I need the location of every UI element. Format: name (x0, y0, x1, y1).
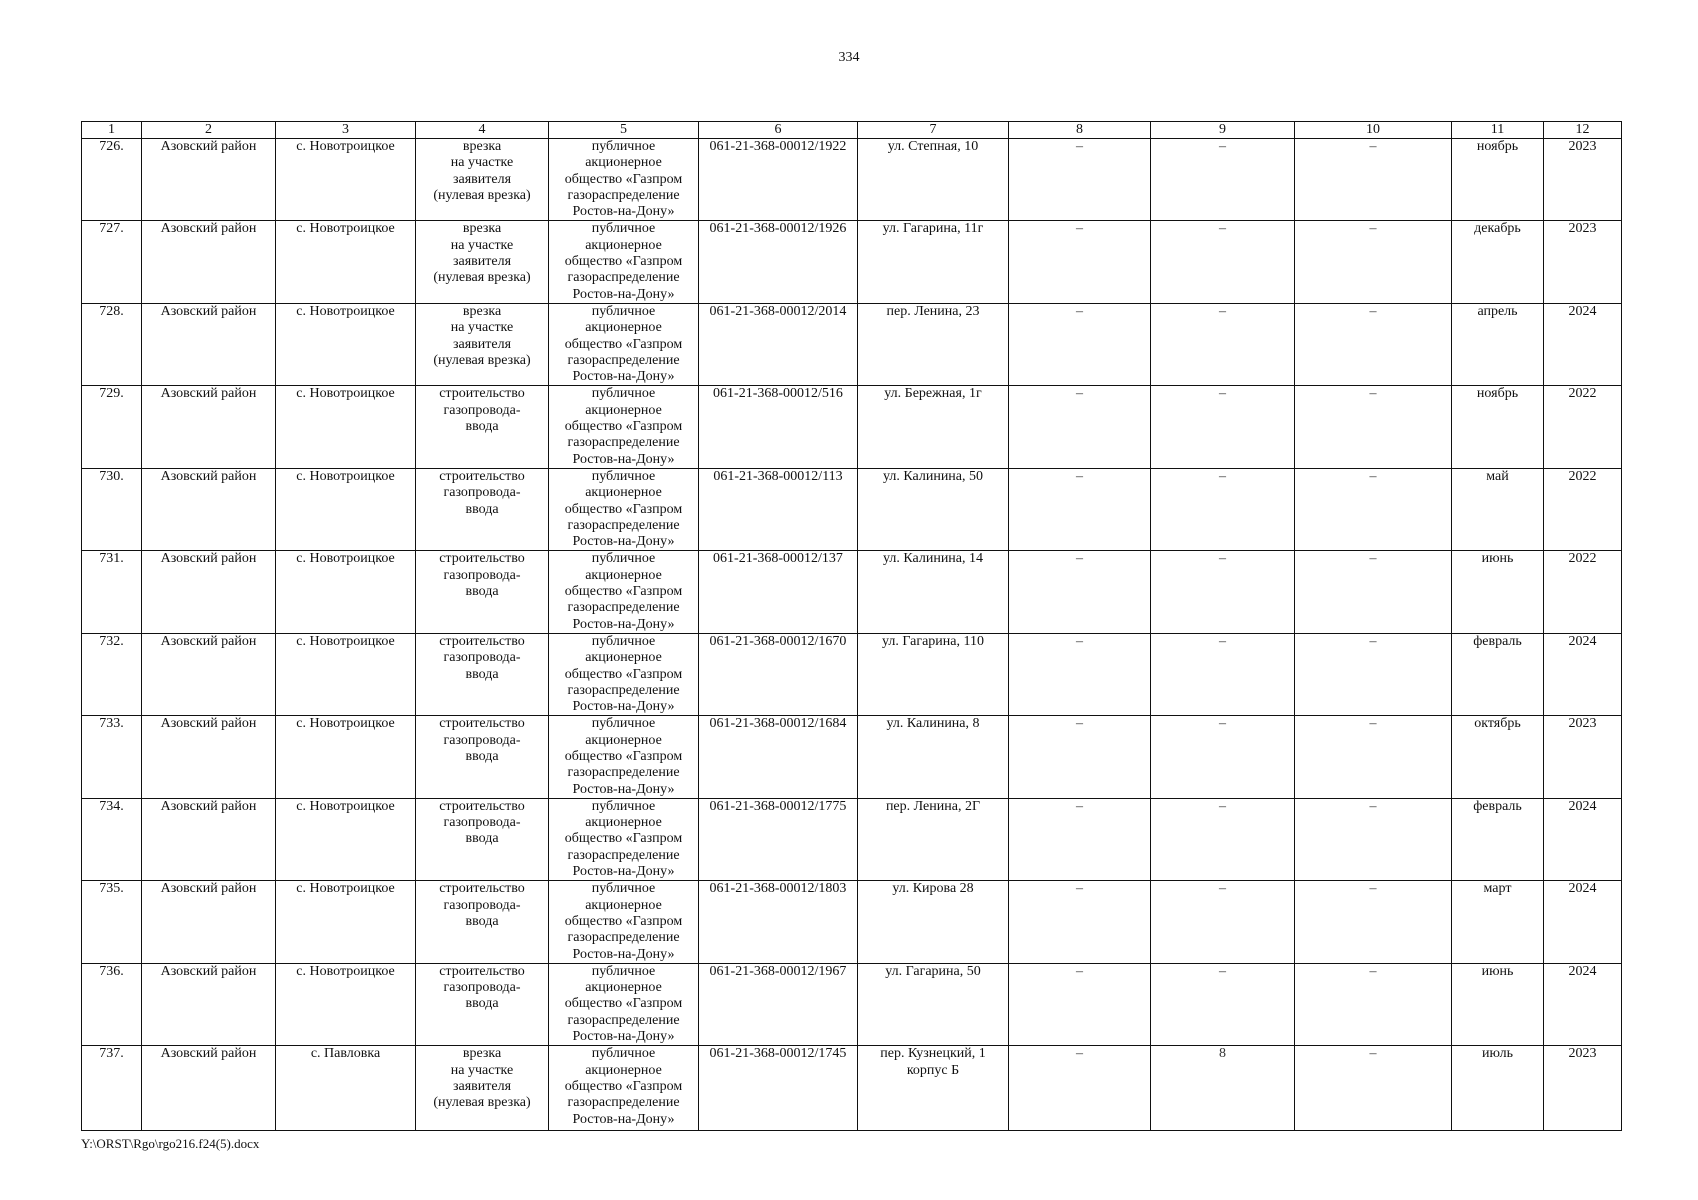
page-number: 334 (838, 50, 860, 65)
table-row (82, 551, 1622, 633)
cell-district: Азовский район (142, 303, 276, 385)
cell-organization: публичное акционерное общество «Газпром газораспределение Ростов-на-Дону» (549, 139, 699, 221)
cell-application-number: 061-21-368-00012/113 (699, 468, 858, 550)
register-table (81, 121, 1622, 1131)
cell-work-type: строительство газопровода- ввода (416, 716, 549, 798)
cell-row-number: 733. (82, 716, 142, 798)
cell-settlement: с. Новотроицкое (276, 881, 416, 963)
cell-month: март (1452, 881, 1544, 963)
cell-col-10: – (1295, 468, 1452, 550)
cell-col-10: – (1295, 139, 1452, 221)
cell-col-10: – (1295, 963, 1452, 1045)
cell-work-type: строительство газопровода- ввода (416, 881, 549, 963)
cell-col-9: – (1151, 139, 1295, 221)
table-row (82, 468, 1622, 550)
cell-col-8: – (1009, 1046, 1151, 1131)
cell-col-8: – (1009, 221, 1151, 303)
cell-organization: публичное акционерное общество «Газпром газораспределение Ростов-на-Дону» (549, 303, 699, 385)
cell-col-9: – (1151, 633, 1295, 715)
table-row (82, 303, 1622, 385)
cell-settlement: с. Новотроицкое (276, 468, 416, 550)
table-row (82, 386, 1622, 468)
cell-col-10: – (1295, 633, 1452, 715)
cell-district: Азовский район (142, 798, 276, 880)
cell-year: 2024 (1544, 633, 1622, 715)
column-header: 5 (549, 122, 699, 139)
cell-col-9: – (1151, 303, 1295, 385)
cell-district: Азовский район (142, 963, 276, 1045)
cell-year: 2022 (1544, 551, 1622, 633)
cell-district: Азовский район (142, 468, 276, 550)
header-row (82, 122, 1622, 139)
cell-row-number: 728. (82, 303, 142, 385)
cell-month: декабрь (1452, 221, 1544, 303)
cell-row-number: 735. (82, 881, 142, 963)
cell-col-10: – (1295, 1046, 1452, 1131)
cell-application-number: 061-21-368-00012/1967 (699, 963, 858, 1045)
file-path-footer: Y:\ORST\Rgo\rgo216.f24(5).docx (81, 1136, 260, 1151)
table-row (82, 633, 1622, 715)
cell-month: май (1452, 468, 1544, 550)
cell-district: Азовский район (142, 881, 276, 963)
cell-organization: публичное акционерное общество «Газпром газораспределение Ростов-на-Дону» (549, 221, 699, 303)
cell-district: Азовский район (142, 716, 276, 798)
cell-work-type: строительство газопровода- ввода (416, 551, 549, 633)
cell-address: ул. Гагарина, 110 (858, 633, 1009, 715)
column-header: 2 (142, 122, 276, 139)
cell-month: февраль (1452, 633, 1544, 715)
cell-address: ул. Калинина, 50 (858, 468, 1009, 550)
cell-application-number: 061-21-368-00012/1926 (699, 221, 858, 303)
cell-col-9: 8 (1151, 1046, 1295, 1131)
cell-year: 2024 (1544, 303, 1622, 385)
cell-application-number: 061-21-368-00012/1775 (699, 798, 858, 880)
cell-col-8: – (1009, 551, 1151, 633)
cell-application-number: 061-21-368-00012/137 (699, 551, 858, 633)
cell-row-number: 737. (82, 1046, 142, 1131)
cell-settlement: с. Новотроицкое (276, 963, 416, 1045)
column-header: 6 (699, 122, 858, 139)
cell-year: 2023 (1544, 1046, 1622, 1131)
cell-col-8: – (1009, 139, 1151, 221)
table-row (82, 881, 1622, 963)
table-row (82, 798, 1622, 880)
cell-work-type: врезка на участке заявителя (нулевая врезка) (416, 1046, 549, 1131)
cell-application-number: 061-21-368-00012/1922 (699, 139, 858, 221)
cell-application-number: 061-21-368-00012/2014 (699, 303, 858, 385)
cell-year: 2024 (1544, 963, 1622, 1045)
cell-organization: публичное акционерное общество «Газпром газораспределение Ростов-на-Дону» (549, 716, 699, 798)
cell-settlement: с. Новотроицкое (276, 798, 416, 880)
cell-settlement: с. Новотроицкое (276, 303, 416, 385)
table-header (82, 122, 1622, 139)
cell-col-9: – (1151, 716, 1295, 798)
cell-application-number: 061-21-368-00012/1745 (699, 1046, 858, 1131)
column-header: 1 (82, 122, 142, 139)
cell-row-number: 726. (82, 139, 142, 221)
cell-col-8: – (1009, 798, 1151, 880)
cell-col-8: – (1009, 303, 1151, 385)
column-header: 3 (276, 122, 416, 139)
cell-row-number: 730. (82, 468, 142, 550)
table-body (82, 139, 1622, 1131)
column-header: 11 (1452, 122, 1544, 139)
cell-row-number: 729. (82, 386, 142, 468)
column-header: 8 (1009, 122, 1151, 139)
cell-year: 2023 (1544, 139, 1622, 221)
cell-application-number: 061-21-368-00012/516 (699, 386, 858, 468)
cell-address: ул. Степная, 10 (858, 139, 1009, 221)
cell-row-number: 732. (82, 633, 142, 715)
cell-address: ул. Гагарина, 11г (858, 221, 1009, 303)
cell-col-9: – (1151, 963, 1295, 1045)
cell-organization: публичное акционерное общество «Газпром газораспределение Ростов-на-Дону» (549, 468, 699, 550)
cell-month: июнь (1452, 551, 1544, 633)
cell-district: Азовский район (142, 221, 276, 303)
cell-year: 2022 (1544, 468, 1622, 550)
cell-row-number: 731. (82, 551, 142, 633)
cell-address: пер. Ленина, 23 (858, 303, 1009, 385)
cell-work-type: врезка на участке заявителя (нулевая врезка) (416, 139, 549, 221)
cell-col-8: – (1009, 716, 1151, 798)
column-header: 4 (416, 122, 549, 139)
cell-address: пер. Ленина, 2Г (858, 798, 1009, 880)
cell-address: ул. Кирова 28 (858, 881, 1009, 963)
column-header: 10 (1295, 122, 1452, 139)
table-row (82, 221, 1622, 303)
cell-settlement: с. Новотроицкое (276, 633, 416, 715)
cell-row-number: 736. (82, 963, 142, 1045)
cell-col-8: – (1009, 468, 1151, 550)
cell-col-9: – (1151, 386, 1295, 468)
cell-work-type: строительство газопровода- ввода (416, 963, 549, 1045)
cell-work-type: строительство газопровода- ввода (416, 386, 549, 468)
cell-year: 2023 (1544, 221, 1622, 303)
cell-col-9: – (1151, 798, 1295, 880)
cell-district: Азовский район (142, 139, 276, 221)
cell-month: ноябрь (1452, 386, 1544, 468)
cell-col-10: – (1295, 881, 1452, 963)
cell-work-type: строительство газопровода- ввода (416, 633, 549, 715)
cell-address: ул. Калинина, 14 (858, 551, 1009, 633)
cell-application-number: 061-21-368-00012/1684 (699, 716, 858, 798)
cell-month: ноябрь (1452, 139, 1544, 221)
cell-district: Азовский район (142, 551, 276, 633)
cell-year: 2022 (1544, 386, 1622, 468)
cell-month: июль (1452, 1046, 1544, 1131)
cell-year: 2024 (1544, 881, 1622, 963)
cell-address: пер. Кузнецкий, 1 корпус Б (858, 1046, 1009, 1131)
cell-month: июнь (1452, 963, 1544, 1045)
cell-district: Азовский район (142, 1046, 276, 1131)
cell-month: апрель (1452, 303, 1544, 385)
cell-organization: публичное акционерное общество «Газпром газораспределение Ростов-на-Дону» (549, 881, 699, 963)
column-header: 12 (1544, 122, 1622, 139)
column-header: 9 (1151, 122, 1295, 139)
cell-work-type: врезка на участке заявителя (нулевая врезка) (416, 221, 549, 303)
cell-year: 2023 (1544, 716, 1622, 798)
cell-settlement: с. Новотроицкое (276, 551, 416, 633)
cell-month: февраль (1452, 798, 1544, 880)
cell-application-number: 061-21-368-00012/1803 (699, 881, 858, 963)
cell-settlement: с. Павловка (276, 1046, 416, 1131)
cell-settlement: с. Новотроицкое (276, 716, 416, 798)
cell-address: ул. Гагарина, 50 (858, 963, 1009, 1045)
cell-district: Азовский район (142, 633, 276, 715)
cell-address: ул. Калинина, 8 (858, 716, 1009, 798)
cell-col-9: – (1151, 221, 1295, 303)
cell-col-8: – (1009, 963, 1151, 1045)
table-row (82, 1046, 1622, 1131)
cell-settlement: с. Новотроицкое (276, 221, 416, 303)
cell-organization: публичное акционерное общество «Газпром газораспределение Ростов-на-Дону» (549, 798, 699, 880)
cell-col-10: – (1295, 386, 1452, 468)
cell-address: ул. Бережная, 1г (858, 386, 1009, 468)
cell-col-10: – (1295, 716, 1452, 798)
cell-col-8: – (1009, 633, 1151, 715)
cell-col-9: – (1151, 881, 1295, 963)
cell-organization: публичное акционерное общество «Газпром газораспределение Ростов-на-Дону» (549, 633, 699, 715)
cell-organization: публичное акционерное общество «Газпром газораспределение Ростов-на-Дону» (549, 963, 699, 1045)
cell-organization: публичное акционерное общество «Газпром газораспределение Ростов-на-Дону» (549, 386, 699, 468)
cell-row-number: 734. (82, 798, 142, 880)
cell-organization: публичное акционерное общество «Газпром газораспределение Ростов-на-Дону» (549, 1046, 699, 1131)
table-row (82, 963, 1622, 1045)
cell-col-10: – (1295, 551, 1452, 633)
cell-settlement: с. Новотроицкое (276, 139, 416, 221)
cell-application-number: 061-21-368-00012/1670 (699, 633, 858, 715)
cell-year: 2024 (1544, 798, 1622, 880)
cell-col-8: – (1009, 881, 1151, 963)
cell-col-10: – (1295, 303, 1452, 385)
table-row (82, 139, 1622, 221)
cell-work-type: врезка на участке заявителя (нулевая врезка) (416, 303, 549, 385)
cell-col-9: – (1151, 468, 1295, 550)
cell-work-type: строительство газопровода- ввода (416, 468, 549, 550)
cell-organization: публичное акционерное общество «Газпром газораспределение Ростов-на-Дону» (549, 551, 699, 633)
cell-month: октябрь (1452, 716, 1544, 798)
cell-district: Азовский район (142, 386, 276, 468)
cell-col-10: – (1295, 221, 1452, 303)
cell-col-8: – (1009, 386, 1151, 468)
table-row (82, 716, 1622, 798)
cell-col-9: – (1151, 551, 1295, 633)
cell-work-type: строительство газопровода- ввода (416, 798, 549, 880)
column-header: 7 (858, 122, 1009, 139)
cell-settlement: с. Новотроицкое (276, 386, 416, 468)
cell-col-10: – (1295, 798, 1452, 880)
cell-row-number: 727. (82, 221, 142, 303)
